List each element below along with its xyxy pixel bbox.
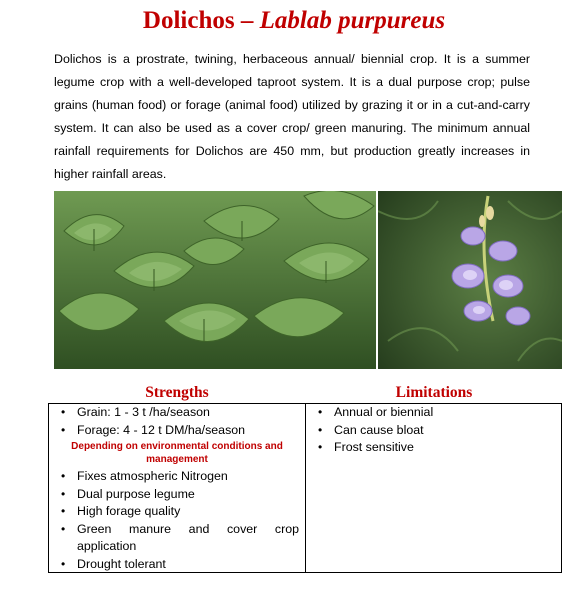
list-item: • Can cause bloat (306, 422, 561, 440)
limitations-heading: Limitations (395, 384, 473, 401)
title-scientific-name: Lablab purpureus (259, 7, 446, 34)
limitations-list (306, 404, 561, 457)
intro-paragraph: Dolichos is a prostrate, twining, herbaceous annual/ biennial crop. It is a summer legume crop with a well-developed taproot system. It is a dual purpose crop; pulse grains (human food) or forage (animal food) utilized by grazing it or in a cut-and-carry system. It can also be used as a cover crop/ green manuring. The minimum annual rainfall requirements for Dolichos are 450 mm, but production greatly increases in higher rainfall areas. (54, 52, 530, 181)
list-item: • Forage: 4 - 12 t DM/ha/season (49, 422, 305, 440)
strengths-heading: Strengths (145, 384, 209, 401)
strengths-list-bottom (49, 468, 305, 573)
list-item: • Grain: 1 - 3 t /ha/season (49, 404, 305, 422)
flower-photo (378, 191, 562, 369)
leaves-photo (54, 191, 376, 369)
yield-note: Depending on environmental conditions and management (71, 441, 283, 465)
list-item: • Drought tolerant (49, 556, 305, 574)
title-common-name: Dolichos – (142, 7, 260, 34)
list-item: • Frost sensitive (306, 439, 561, 457)
photo-strip (54, 191, 562, 369)
limitations-column (306, 404, 561, 572)
strengths-limitations-table (48, 403, 562, 573)
page-title (0, 6, 588, 36)
list-item: • High forage quality (49, 503, 305, 521)
leaves-illustration (54, 191, 376, 369)
strengths-list-top (49, 404, 305, 439)
list-item: • Dual purpose legume (49, 486, 305, 504)
flower-illustration (378, 191, 562, 369)
section-headings (48, 384, 562, 404)
list-item: • Fixes atmospheric Nitrogen (49, 468, 305, 486)
list-item: • Green manure and cover crop application (49, 521, 305, 556)
strengths-column (49, 404, 306, 572)
list-item: • Annual or biennial (306, 404, 561, 422)
